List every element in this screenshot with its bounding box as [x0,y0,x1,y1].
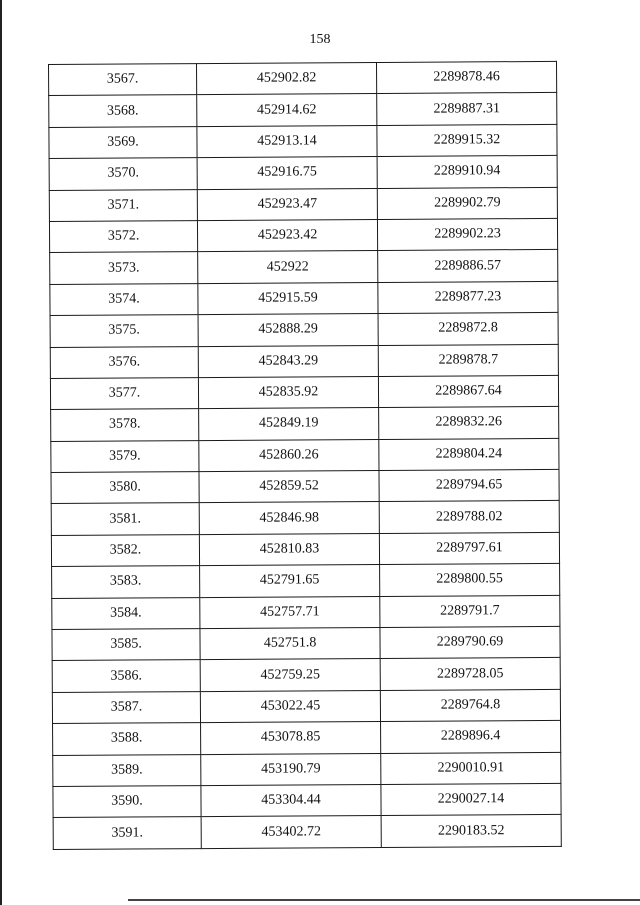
x-coordinate-cell: 452915.59 [198,282,378,314]
y-coordinate-cell: 2289872.8 [378,313,558,345]
x-coordinate-cell: 452835.92 [198,376,378,408]
x-coordinate-cell: 453078.85 [201,722,381,754]
y-coordinate-cell: 2290027.14 [381,783,561,815]
point-number-cell: 3576. [50,346,198,378]
table-row [49,61,557,95]
point-number-cell: 3567. [49,64,197,96]
x-coordinate-cell: 452810.83 [199,533,379,565]
table-row [51,407,559,441]
x-coordinate-cell: 452860.26 [199,439,379,471]
x-coordinate-cell: 452846.98 [199,502,379,534]
table-row [51,469,559,503]
point-number-cell: 3583. [52,566,200,598]
table-row [53,783,561,817]
table-row [53,752,561,786]
x-coordinate-cell: 452859.52 [199,471,379,503]
point-number-cell: 3579. [51,440,199,472]
table-row [52,564,560,598]
point-number-cell: 3569. [49,126,197,158]
point-number-cell: 3582. [51,534,199,566]
point-number-cell: 3580. [51,472,199,504]
y-coordinate-cell: 2289794.65 [379,469,559,501]
x-coordinate-cell: 452751.8 [200,628,380,660]
y-coordinate-cell: 2289878.46 [376,61,556,93]
table-row [51,532,559,566]
x-coordinate-cell: 452888.29 [198,314,378,346]
table-row [49,156,557,190]
x-coordinate-cell: 452843.29 [198,345,378,377]
y-coordinate-cell: 2289804.24 [379,438,559,470]
x-coordinate-cell: 452914.62 [197,94,377,126]
point-number-cell: 3581. [51,503,199,535]
point-number-cell: 3570. [49,158,197,190]
point-number-cell: 3573. [50,252,198,284]
y-coordinate-cell: 2289800.55 [380,564,560,596]
coordinate-table [48,61,562,850]
y-coordinate-cell: 2289878.7 [378,344,558,376]
table-row [52,658,560,692]
y-coordinate-cell: 2289832.26 [379,407,559,439]
point-number-cell: 3587. [52,691,200,723]
x-coordinate-cell: 452902.82 [197,62,377,94]
x-coordinate-cell: 452922 [198,251,378,283]
table-row [49,124,557,158]
x-coordinate-cell: 452916.75 [197,157,377,189]
y-coordinate-cell: 2289902.79 [377,187,557,219]
y-coordinate-cell: 2289902.23 [377,218,557,250]
x-coordinate-cell: 453402.72 [201,816,381,848]
x-coordinate-cell: 452759.25 [200,659,380,691]
point-number-cell: 3589. [53,754,201,786]
point-number-cell: 3591. [53,817,201,849]
y-coordinate-cell: 2289886.57 [378,250,558,282]
point-number-cell: 3590. [53,786,201,818]
scan-left-edge [0,0,2,905]
table-row [50,344,558,378]
point-number-cell: 3584. [52,597,200,629]
x-coordinate-cell: 452849.19 [199,408,379,440]
point-number-cell: 3574. [50,283,198,315]
x-coordinate-cell: 452923.42 [197,219,377,251]
y-coordinate-cell: 2289797.61 [379,532,559,564]
y-coordinate-cell: 2289790.69 [380,626,560,658]
scan-bottom-edge [128,899,640,901]
table-row [53,815,561,849]
y-coordinate-cell: 2289887.31 [377,93,557,125]
point-number-cell: 3578. [51,409,199,441]
x-coordinate-cell: 453304.44 [201,784,381,816]
y-coordinate-cell: 2290010.91 [381,752,561,784]
y-coordinate-cell: 2289791.7 [380,595,560,627]
table-row [53,721,561,755]
y-coordinate-cell: 2289764.8 [380,689,560,721]
point-number-cell: 3572. [49,221,197,253]
x-coordinate-cell: 453190.79 [201,753,381,785]
coordinate-table-body [49,61,562,849]
table-row [49,93,557,127]
point-number-cell: 3575. [50,315,198,347]
point-number-cell: 3585. [52,629,200,661]
y-coordinate-cell: 2289910.94 [377,156,557,188]
point-number-cell: 3586. [52,660,200,692]
table-row [52,595,560,629]
x-coordinate-cell: 452791.65 [200,565,380,597]
table-row [49,187,557,221]
table-row [50,375,558,409]
table-row [51,501,559,535]
table-row [51,438,559,472]
table-row [50,281,558,315]
page-number: 158 [309,32,331,47]
table-row [52,689,560,723]
y-coordinate-cell: 2290183.52 [381,815,561,847]
y-coordinate-cell: 2289896.4 [381,721,561,753]
x-coordinate-cell: 453022.45 [200,690,380,722]
x-coordinate-cell: 452757.71 [200,596,380,628]
table-row [50,250,558,284]
x-coordinate-cell: 452913.14 [197,125,377,157]
point-number-cell: 3577. [50,377,198,409]
point-number-cell: 3568. [49,95,197,127]
y-coordinate-cell: 2289915.32 [377,124,557,156]
table-row [49,218,557,252]
y-coordinate-cell: 2289788.02 [379,501,559,533]
y-coordinate-cell: 2289877.23 [378,281,558,313]
y-coordinate-cell: 2289867.64 [378,375,558,407]
point-number-cell: 3588. [53,723,201,755]
table-row [50,313,558,347]
y-coordinate-cell: 2289728.05 [380,658,560,690]
table-row [52,626,560,660]
point-number-cell: 3571. [49,189,197,221]
x-coordinate-cell: 452923.47 [197,188,377,220]
